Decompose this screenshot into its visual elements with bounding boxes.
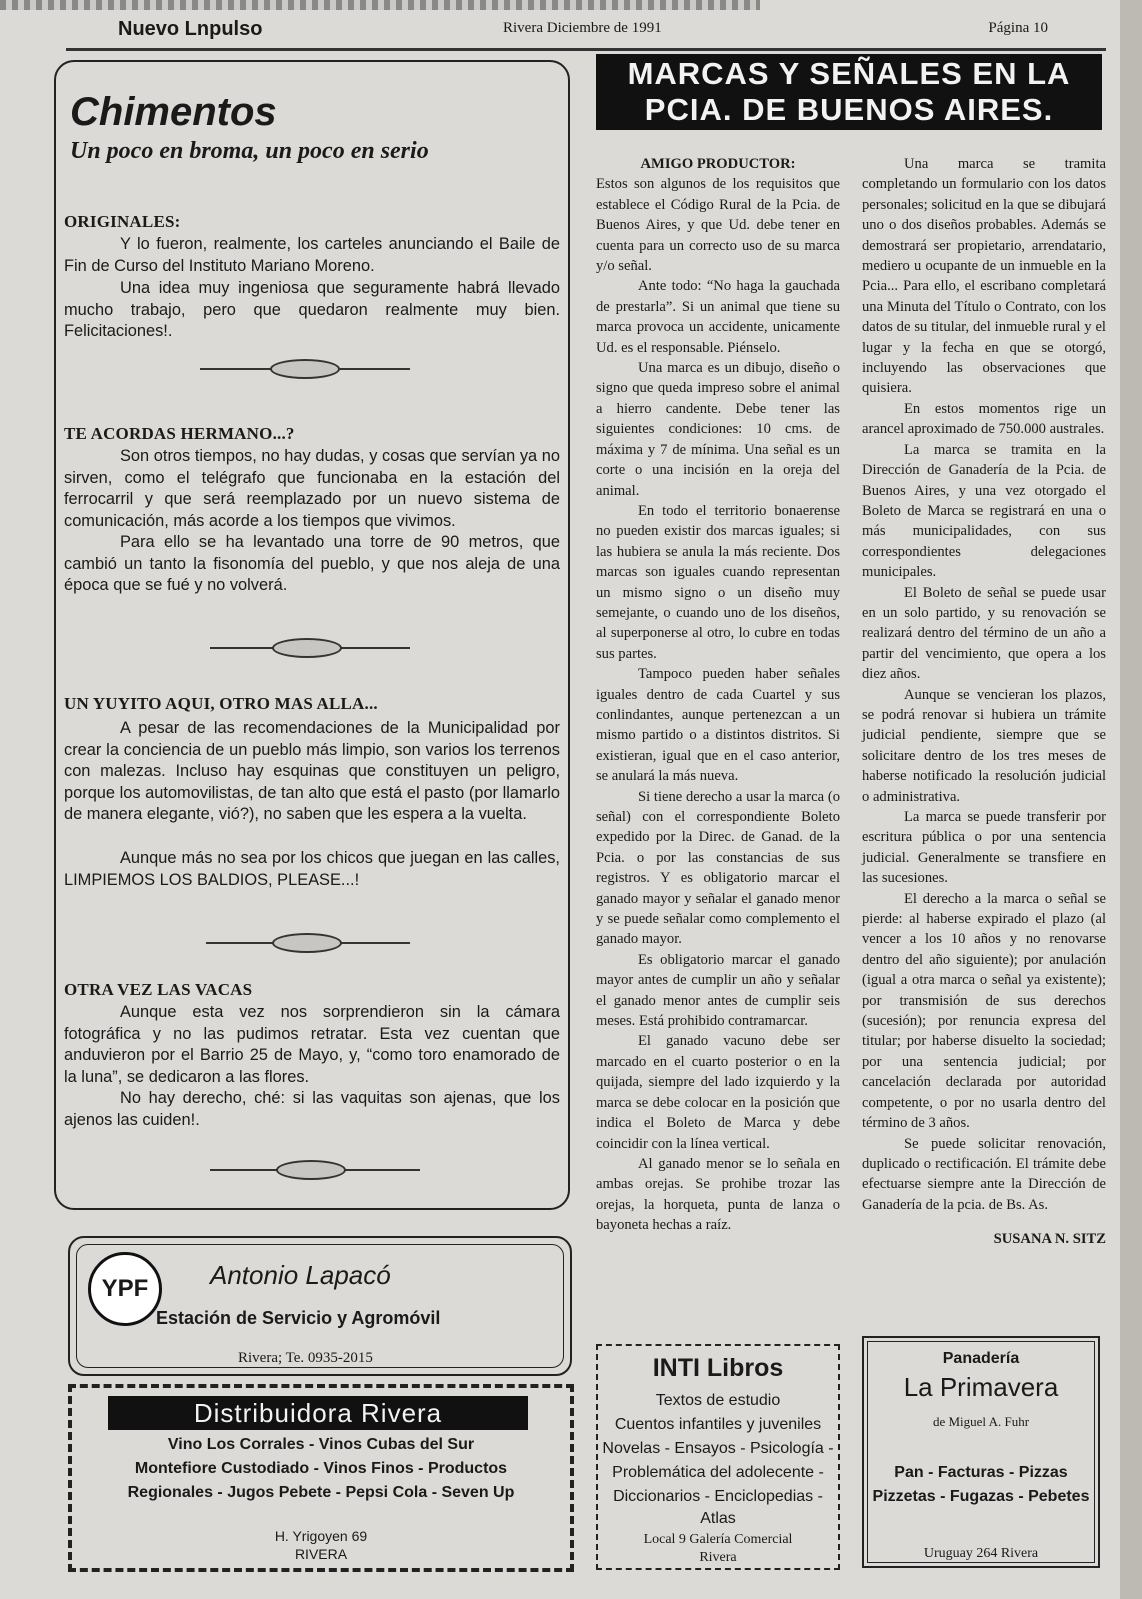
section-heading: UN YUYITO AQUI, OTRO MAS ALLA... <box>64 694 378 713</box>
ypf-owner-name: Antonio Lapacó <box>210 1260 391 1290</box>
section-paragraph: Aunque esta vez nos sorprendieron sin la cámara fotográfica y no las pudimos retratar. Esta vez cuentan que anduvieron por el Barrio 25 de Mayo, y, “como toro enamorado de la luna”, se dedicaron a las flores. <box>64 1003 560 1086</box>
publication-name: Nuevo Lnpulso <box>118 18 263 40</box>
issue-date: Rivera Diciembre de 1991 <box>503 20 662 36</box>
distribuidora-line: Regionales - Jugos Pebete - Pepsi Cola - Seven Up <box>127 1484 515 1501</box>
article-paragraph: El derecho a la marca o señal se pierde: al haberse expirado el plazo (al vencer a los 10 años y no renovarse dentro del año siguiente); por anulación (igual a otra marca o señal ya existente); por transmisión de sus derechos (sucesión); por renuncia expresa del titular; por haberse disuelto la sociedad; por una sentencia judicial; por cancelación declarada por autoridad competente, o por no usarla dentro del término de 3 años. <box>862 890 1106 1132</box>
article-paragraph: Una marca es un dibujo, diseño o signo que queda impreso sobre el animal a hierro candente. Debe tener las siguientes condiciones: 10 cms. de máxima y 7 de mínima. Una señal es un corte o una incisión en la oreja del animal. <box>596 360 840 499</box>
inti-libros-ad <box>596 1344 840 1570</box>
panaderia-ad <box>862 1336 1100 1568</box>
marcas-column-1 <box>596 154 840 1236</box>
panaderia-owner: de Miguel A. Fuhr <box>932 1414 1030 1429</box>
divider-ornament <box>272 638 342 658</box>
column-heading: AMIGO PRODUCTOR: <box>640 156 796 172</box>
panaderia-products-2: Pizzetas - Fugazas - Pebetes <box>872 1488 1090 1505</box>
ypf-logo-icon: YPF <box>88 1252 162 1326</box>
inti-line: Atlas <box>700 1510 736 1527</box>
inti-title: INTI Libros <box>652 1354 784 1382</box>
section-heading: OTRA VEZ LAS VACAS <box>64 980 253 999</box>
inti-city: Rivera <box>699 1550 737 1565</box>
masthead <box>118 16 1058 46</box>
inti-line: Problemática del adolecente - <box>612 1464 824 1481</box>
section-heading: TE ACORDAS HERMANO...? <box>64 424 295 443</box>
distribuidora-line: Montefiore Custodiado - Vinos Finos - Productos <box>134 1460 508 1477</box>
article-signature: SUSANA N. SITZ <box>993 1231 1106 1248</box>
ypf-address: Rivera; Te. 0935-2015 <box>238 1350 373 1366</box>
section-paragraph: Una idea muy ingeniosa que seguramente habrá llevado mucho trabajo, pero que quedaron realmente muy bien. Felicitaciones!. <box>64 279 560 340</box>
article-paragraph: En todo el territorio bonaerense no pueden existir dos marcas iguales; si las hubiera se anula la más reciente. Dos marcas son iguales cuando representan un mismo signo o un diseño muy semejante, o cuando uno de los diseños, al superponerse al otro, lo cubre en todas sus partes. <box>596 502 840 662</box>
marcas-headline <box>596 54 1102 130</box>
chimentos-subtitle: Un poco en broma, un poco en serio <box>70 138 429 164</box>
section-paragraph: Para ello se ha levantado una torre de 90 metros, que cambió un tanto la fisonomía del pueblo, y que nos aleja de una época que se fué y no volverá. <box>64 533 560 594</box>
chimentos-box <box>54 60 570 1210</box>
section-paragraph: Y lo fueron, realmente, los carteles anunciando el Baile de Fin de Curso del Instituto Mariano Moreno. <box>64 235 560 275</box>
panaderia-name: La Primavera <box>903 1372 1059 1402</box>
article-paragraph: Se puede solicitar renovación, duplicado o rectificación. El trámite debe efectuarse siempre ante la Dirección de Ganadería de la pcia. de Bs. As. <box>862 1135 1106 1213</box>
panaderia-address: Uruguay 264 Rivera <box>923 1546 1039 1561</box>
section-paragraph: Aunque más no sea por los chicos que juegan en las calles, LIMPIEMOS LOS BALDIOS, PLEASE...! <box>64 849 560 889</box>
section-paragraph: A pesar de las recomendaciones de la Municipalidad por crear la conciencia de un pueblo más limpio, son varios los terrenos con malezas. Incluso hay esquinas que constituyen un peligro, porque los automovilistas, de tan alto que está el pasto (por llamarlo de manera elegante, vió?), no saben que les espera a la vuelta. <box>64 719 560 823</box>
inti-line: Textos de estudio <box>655 1392 781 1409</box>
distribuidora-address: H. Yrigoyen 69 <box>274 1528 368 1544</box>
inti-address: Local 9 Galería Comercial <box>643 1532 793 1547</box>
article-paragraph: Estos son algunos de los requisitos que establece el Código Rural de la Pcia. de Buenos Aires, y que Ud. debe tener en cuenta para un correcto uso de su marca y/o señal. <box>596 176 840 275</box>
article-paragraph: La marca se puede transferir por escritura pública o por una sentencia judicial. Generalmente se transfiere en las sucesiones. <box>862 809 1106 887</box>
section-heading: ORIGINALES: <box>64 212 181 231</box>
article-paragraph: Tampoco pueden haber señales iguales dentro de cada Cuartel y sus conlindantes, aunque pertenezcan a un mismo partido o a distintos distritos. Si existieran, igual que en el caso anterior, se anulará la más nueva. <box>596 666 840 785</box>
masthead-rule <box>66 48 1106 51</box>
marcas-column-2 <box>862 154 1106 1250</box>
inti-line: Novelas - Ensayos - Psicología - <box>602 1440 834 1457</box>
article-paragraph: La marca se tramita en la Dirección de Ganadería de la Pcia. de Buenos Aires, y una vez otorgado el Boleto de Marca se registrará en una o más municipalidades, con sus correspondientes delegaciones municipales. <box>862 441 1106 581</box>
article-paragraph: El Boleto de señal se puede usar en un solo partido, y su renovación se realizará dentro del término de un año a partir del vencimiento, que opera a los diez años. <box>862 584 1106 683</box>
headline-line-2: PCIA. DE BUENOS AIRES. <box>644 92 1054 127</box>
distribuidora-ad <box>68 1384 574 1572</box>
page-number: Página 10 <box>988 20 1048 36</box>
page-edge-shadow <box>1120 0 1142 1599</box>
distribuidora-title: Distribuidora Rivera <box>108 1396 528 1430</box>
distribuidora-line: Vino Los Corrales - Vinos Cubas del Sur <box>167 1436 475 1453</box>
chimentos-title: Chimentos <box>70 90 277 134</box>
divider-ornament <box>276 1160 346 1180</box>
article-paragraph: Una marca se tramita completando un formulario con los datos personales; solicitud en la que se dibujará uno o dos diseños probables. Además se demostrará ser propietario, arrendatario, mediero u ocupante de un inmueble en la Pcia... Para ello, el escribano completará una Minuta del Título o Contrato, con los datos de su titular, del inmueble rural y el lugar y la fecha en que se otorgó, incluyendo las observaciones que quisiera. <box>862 156 1106 397</box>
article-paragraph: Es obligatorio marcar el ganado mayor antes de cumplir un año y señalar el ganado menor antes de cumplir seis meses. Está prohibido contramarcar. <box>596 951 840 1030</box>
article-paragraph: Al ganado menor se lo señala en ambas orejas. Se prohibe trozar las orejas, la horqueta, punta de lanza o bayoneta hechas a raíz. <box>596 1155 840 1234</box>
section-paragraph: Son otros tiempos, no hay dudas, y cosas que servían ya no sirven, como el telégrafo que funcionaba en la estación del ferrocarril y que será reemplazado por un nuevo sistema de comunicación, más acorde a los tiempos que vivimos. <box>64 447 560 530</box>
ypf-ad <box>68 1236 572 1376</box>
inti-line: Cuentos infantiles y juveniles <box>614 1416 822 1433</box>
section-paragraph: No hay derecho, ché: si las vaquitas son ajenas, que los ajenos las cuiden!. <box>64 1089 560 1129</box>
distribuidora-city: RIVERA <box>294 1546 348 1562</box>
article-paragraph: Ante todo: “No haga la gauchada de prestarla”. Si un animal que tiene su marca provoca un accidente, unicamente Ud. es el responsable. Piénselo. <box>596 278 840 356</box>
torn-top-edge <box>0 0 760 10</box>
panaderia-label: Panadería <box>942 1350 1020 1367</box>
divider-ornament <box>270 359 340 379</box>
article-paragraph: En estos momentos rige un arancel aproximado de 750.000 australes. <box>862 400 1106 438</box>
article-paragraph: El ganado vacuno debe ser marcado en el cuarto posterior o en la quijada, siempre del lado izquierdo y la marca se debe colocar en la posición que indica el Boleto de Marca y debe coincidir con la línea vertical. <box>596 1033 840 1152</box>
inti-line: Diccionarios - Enciclopedias - <box>613 1488 823 1505</box>
headline-line-1: MARCAS Y SEÑALES EN LA <box>627 56 1071 91</box>
panaderia-products-1: Pan - Facturas - Pizzas <box>894 1464 1068 1481</box>
article-paragraph: Si tiene derecho a usar la marca (o señal) con el correspondiente Boleto expedido por la Direc. de Ganad. de la Pcia. o por las constancias de sus registros. Y es obligatorio marcar el ganado mayor y señalar el ganado menor y se puede señalar como complemento el ganado mayor. <box>596 788 840 948</box>
article-paragraph: Aunque se vencieran los plazos, se podrá renovar si hubiera un trámite judicial pendiente, siempre que se solicitare dentro de los tres meses de haberse notificado la resolución judicial o administrativa. <box>862 686 1106 805</box>
ypf-service-line: Estación de Servicio y Agromóvil <box>156 1308 441 1328</box>
divider-ornament <box>272 933 342 953</box>
